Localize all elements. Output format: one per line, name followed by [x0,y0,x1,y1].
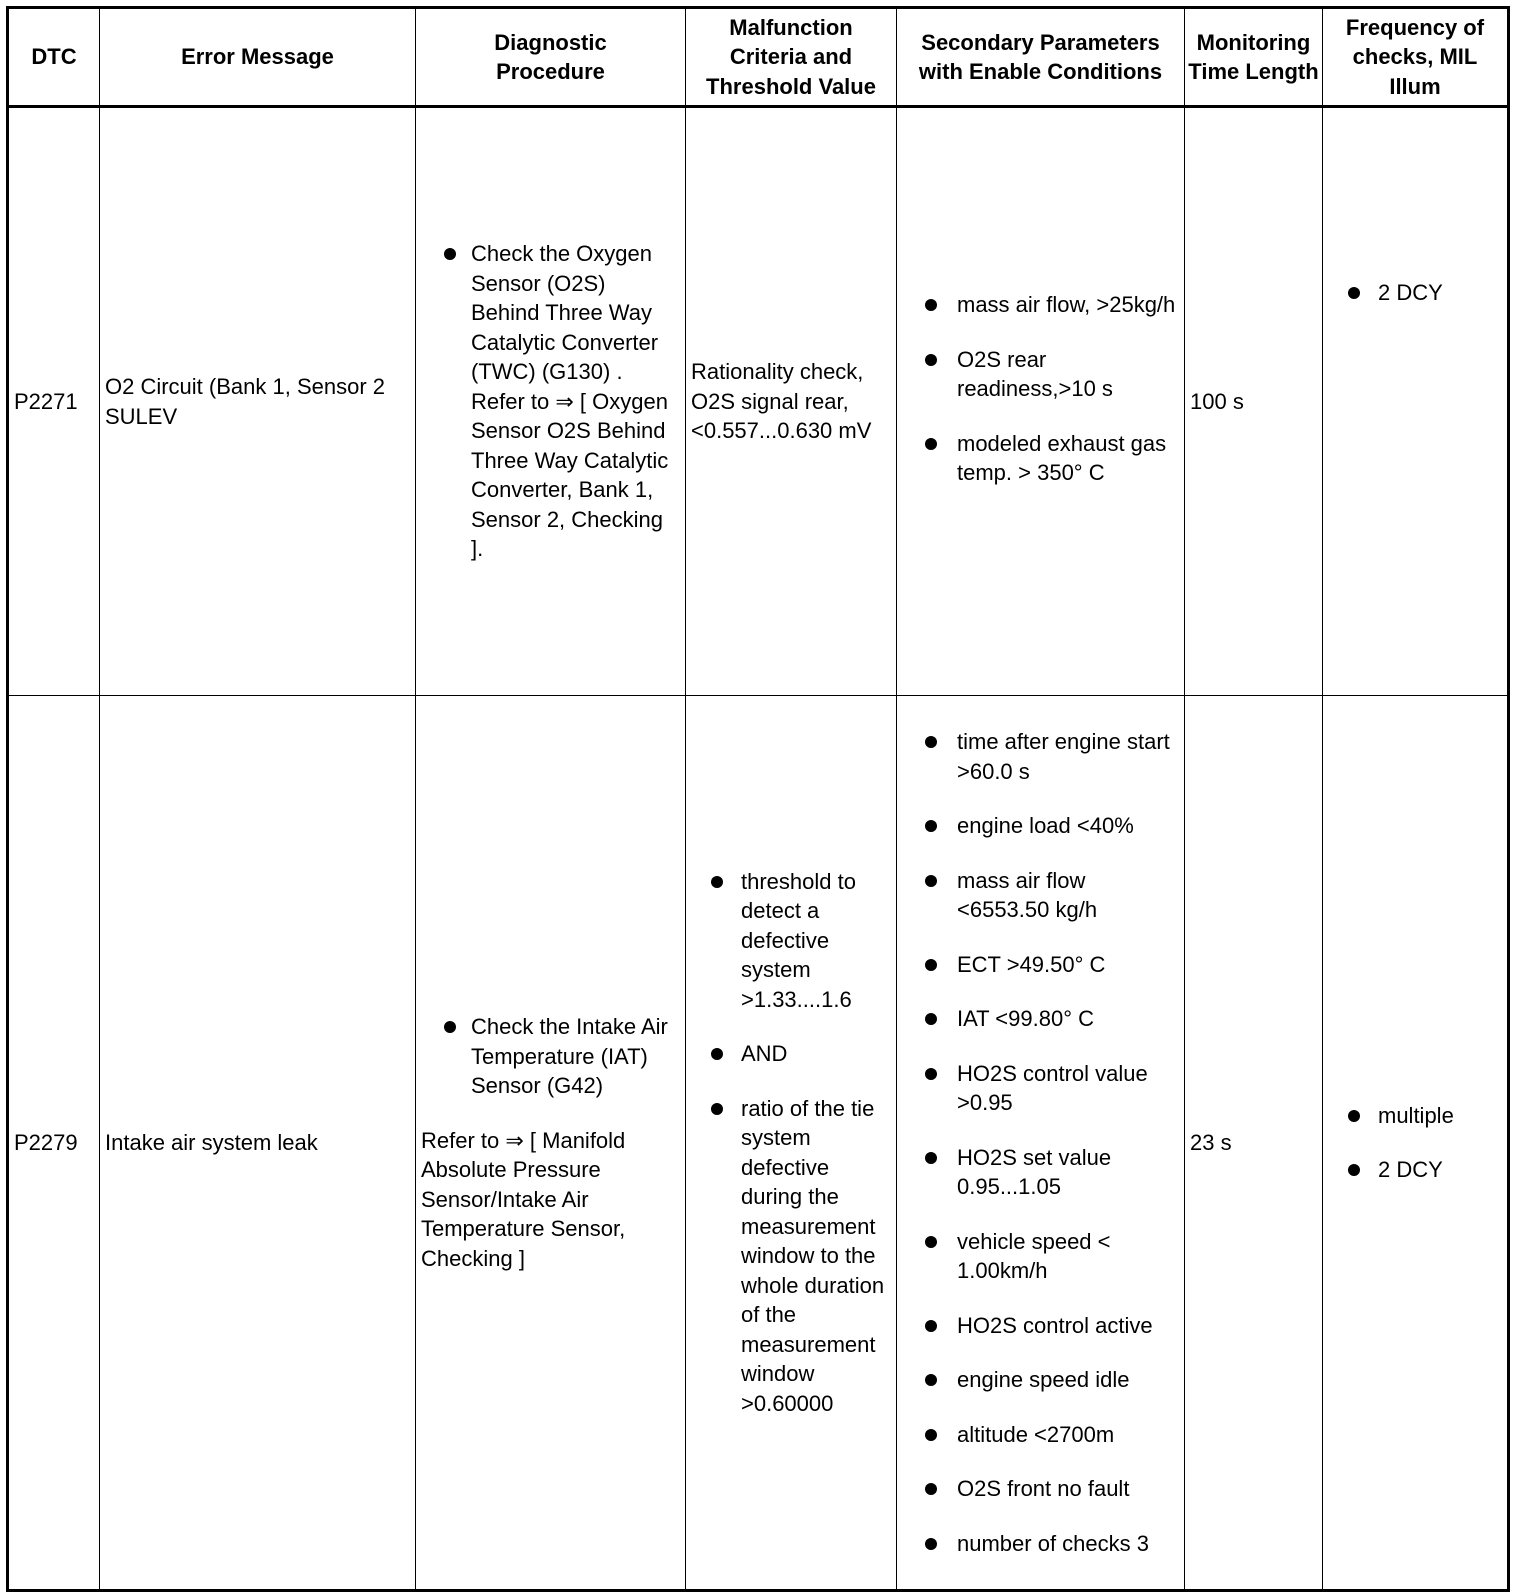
frequency [1323,107,1509,696]
secondary-parameters [897,107,1185,696]
monitoring-time: 23 s [1185,696,1323,1591]
secondary-item: O2S front no fault [902,1474,1179,1504]
header-dtc: DTC [8,8,100,107]
criteria-item: ratio of the tie system defective during the measurement window to the whole duration of the measurement window >0.60000 [691,1094,891,1419]
header-monitoring-time: Monitoring Time Length [1185,8,1323,107]
procedure-list [421,1012,680,1101]
malfunction-criteria: Rationality check, O2S signal rear, <0.557...0.630 mV [686,107,897,696]
header-secondary-parameters: Secondary Parameters with Enable Conditions [897,8,1185,107]
criteria-item: threshold to detect a defective system >1.33....1.6 [691,867,891,1015]
criteria-item: AND [691,1039,891,1069]
dtc-code: P2279 [8,696,100,1591]
procedure-reference: Refer to ⇒ [ Manifold Absolute Pressure Sensor/Intake Air Temperature Sensor, Checking ] [421,1127,626,1271]
procedure-list [421,239,680,564]
monitoring-time: 100 s [1185,107,1323,696]
dtc-code: P2271 [8,107,100,696]
secondary-list [902,290,1179,488]
table-row [8,107,1509,696]
secondary-item: vehicle speed < 1.00km/h [902,1227,1179,1286]
header-row [8,8,1509,107]
header-error-message: Error Message [100,8,416,107]
secondary-item: engine load <40% [902,811,1179,841]
procedure-item: Check the Intake Air Temperature (IAT) Sensor (G42) [421,1012,680,1101]
secondary-item: ECT >49.50° C [902,950,1179,980]
procedure-item: Check the Oxygen Sensor (O2S) Behind Three Way Catalytic Converter (TWC) (G130) . Refer to ⇒ [ Oxygen Sensor O2S Behind Three Way Catalytic Converter, Bank 1, Sensor 2, Checking ]. [421,239,680,564]
secondary-item: O2S rear readiness,>10 s [902,345,1179,404]
secondary-item: HO2S control active [902,1311,1179,1341]
secondary-item: time after engine start >60.0 s [902,727,1179,786]
dtc-table [6,6,1510,1592]
diagnostic-procedure [416,107,686,696]
header-frequency: Frequency of checks, MIL Illum [1323,8,1509,107]
frequency-item: 2 DCY [1328,1155,1502,1185]
table-row [8,696,1509,1591]
secondary-item: number of checks 3 [902,1529,1179,1559]
malfunction-criteria [686,696,897,1591]
header-diagnostic-procedure: Diagnostic Procedure [416,8,686,107]
secondary-parameters [897,696,1185,1591]
header-malfunction-criteria: Malfunction Criteria and Threshold Value [686,8,897,107]
frequency-item: 2 DCY [1328,278,1502,308]
diagnostic-procedure [416,696,686,1591]
error-message: O2 Circuit (Bank 1, Sensor 2 SULEV [100,107,416,696]
secondary-item: HO2S control value >0.95 [902,1059,1179,1118]
frequency-item: multiple [1328,1101,1502,1131]
secondary-item: engine speed idle [902,1365,1179,1395]
secondary-item: altitude <2700m [902,1420,1179,1450]
secondary-item: mass air flow <6553.50 kg/h [902,866,1179,925]
secondary-item: mass air flow, >25kg/h [902,290,1179,320]
frequency-list [1328,1101,1502,1185]
secondary-item: IAT <99.80° C [902,1004,1179,1034]
error-message: Intake air system leak [100,696,416,1591]
frequency [1323,696,1509,1591]
criteria-list [691,867,891,1419]
secondary-list [902,727,1179,1558]
secondary-item: HO2S set value 0.95...1.05 [902,1143,1179,1202]
secondary-item: modeled exhaust gas temp. > 350° C [902,429,1179,488]
frequency-list [1328,278,1502,308]
